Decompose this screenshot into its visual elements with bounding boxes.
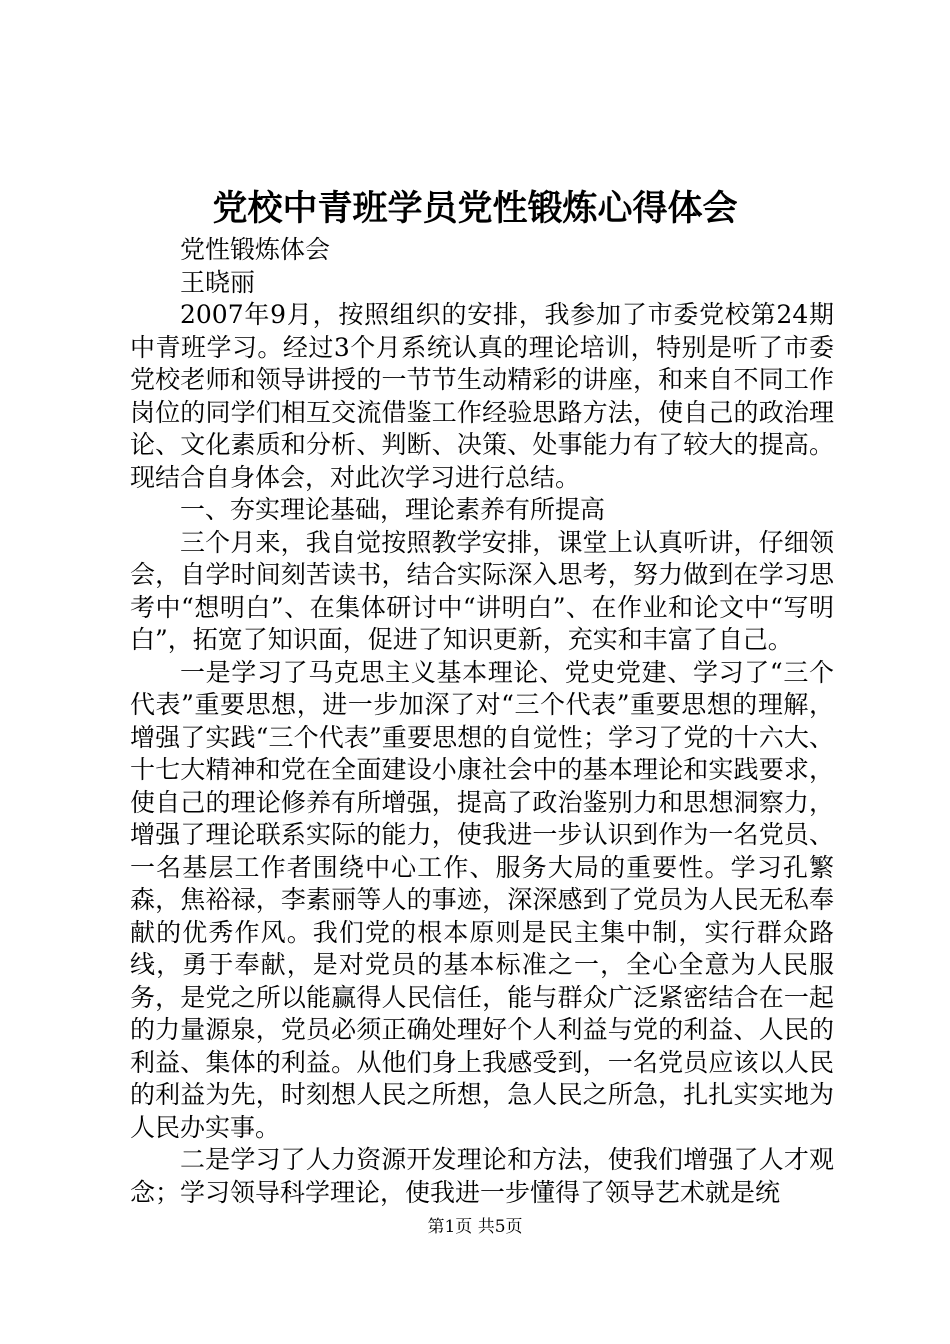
subtitle-paragraph: 党性锻炼体会	[180, 235, 331, 264]
body-paragraph: 二是学习了人力资源开发理论和方法，使我们增强了人才观念；学习领导科学理论，使我进一步懂得了领导艺术就是统	[130, 1145, 834, 1207]
body-paragraph: 三个月来，我自觉按照教学安排，课堂上认真听讲，仔细领会，自学时间刻苦读书，结合实际深入思考，努力做到在学习思考中“想明白”、在集体研讨中“讲明白”、在作业和论文中“写明白”，拓宽了知识面，促进了知识更新，充实和丰富了自己。	[130, 527, 834, 654]
document-body	[130, 234, 834, 1209]
body-paragraph: 一是学习了马克思主义基本理论、党史党建、学习了“三个代表”重要思想，进一步加深了对“三个代表”重要思想的理解，增强了实践“三个代表”重要思想的自觉性；学习了党的十六大、十七大精神和党在全面建设小康社会中的基本理论和实践要求，使自己的理论修养有所增强，提高了政治鉴别力和思想洞察力，增强了理论联系实际的能力，使我进一步认识到作为一名党员、一名基层工作者围绕中心工作、服务大局的重要性。学习孔繁森，焦裕禄，李素丽等人的事迹，深深感到了党员为人民无私奉献的优秀作风。我们党的根本原则是民主集中制，实行群众路线，勇于奉献，是对党员的基本标准之一，全心全意为人民服务，是党之所以能赢得人民信任，能与群众广泛紧密结合在一起的力量源泉，党员必须正确处理好个人利益与党的利益、人民的利益、集体的利益。从他们身上我感受到，一名党员应该以人民的利益为先，时刻想人民之所想，急人民之所急，扎扎实实地为人民办实事。	[130, 657, 834, 1142]
body-paragraph: 2007年9月，按照组织的安排，我参加了市委党校第24期中青班学习。经过3个月系统认真的理论培训，特别是听了市委党校老师和领导讲授的一节节生动精彩的讲座，和来自不同工作岗位的同学们相互交流借鉴工作经验思路方法，使自己的政治理论、文化素质和分析、判断、决策、处事能力有了较大的提高。现结合自身体会，对此次学习进行总结。	[130, 300, 834, 492]
author-paragraph: 王晓丽	[180, 267, 256, 297]
document-title: 党校中青班学员党性锻炼心得体会	[212, 188, 738, 229]
page-footer: 第1页 共5页	[427, 1217, 523, 1237]
section-heading: 一、夯实理论基础，理论素养有所提高	[180, 495, 606, 524]
